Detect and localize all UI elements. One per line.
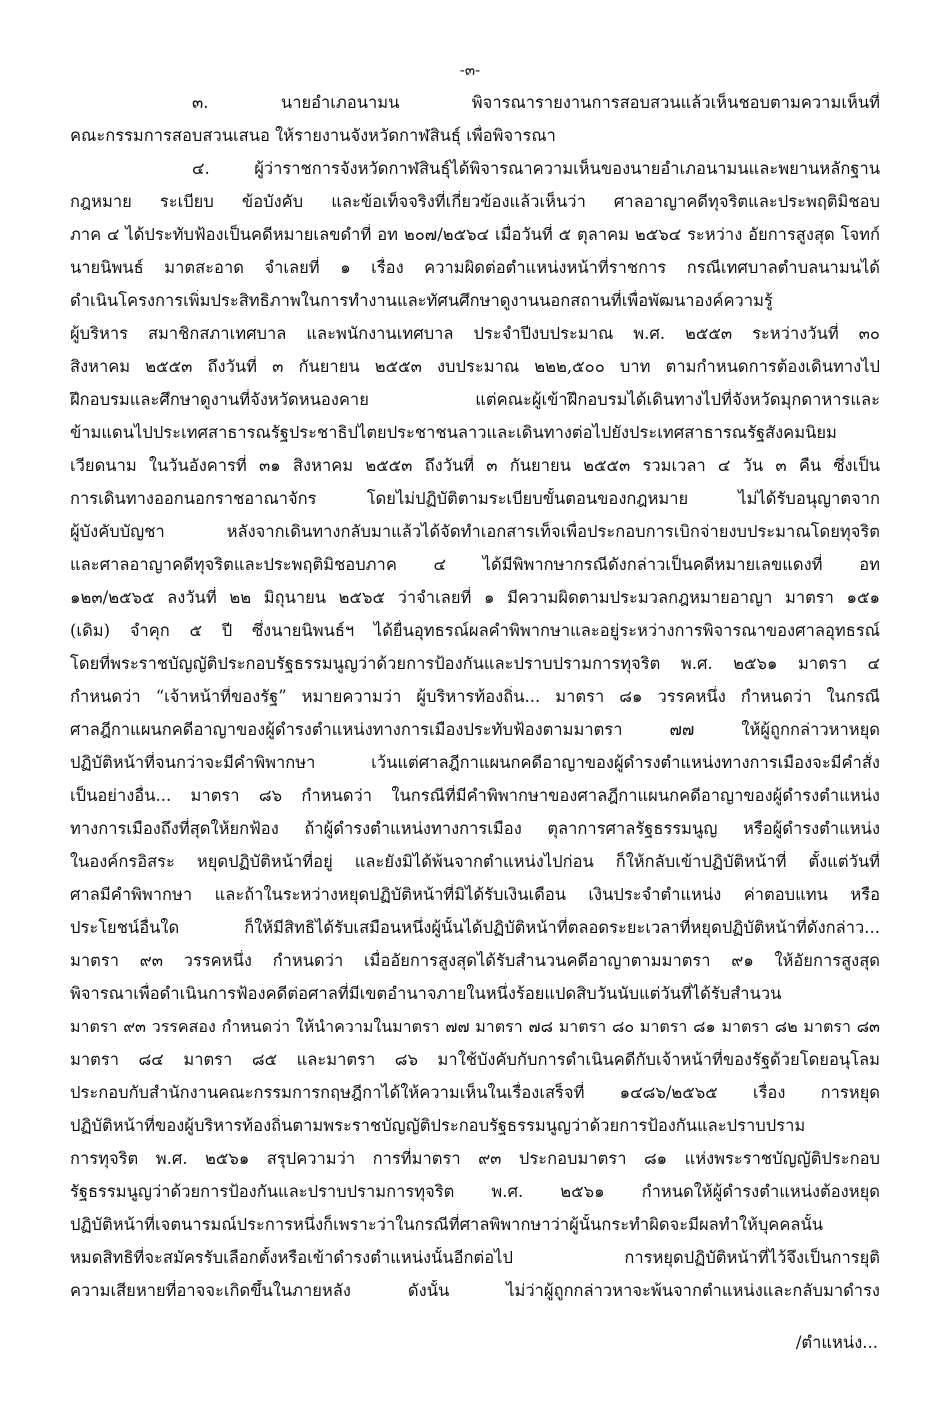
body-line: ผู้บังคับบัญชา หลังจากเดินทางกลับมาแล้วได้จัดทำเอกสารเท็จเพื่อประกอบการเบิกจ่ายงบประมาณโดยทุจริต — [70, 522, 880, 541]
body-line: เป็นอย่างอื่น... มาตรา ๘๖ กำหนดว่า ในกรณีที่มีคำพิพากษาของศาลฎีกาแผนกคดีอาญาของผู้ดำรงตำแหน่ง — [70, 786, 880, 805]
body-line: มาตรา ๘๔ มาตรา ๘๕ และมาตรา ๘๖ มาใช้บังคับกับการดำเนินคดีกับเจ้าหน้าที่ของรัฐด้วยโดยอนุโลม — [70, 1050, 880, 1069]
body-line: หมดสิทธิที่จะสมัครรับเลือกตั้งหรือเข้าดำรงตำแหน่งนั้นอีกต่อไป การหยุดปฏิบัติหน้าที่ไว้จึงเป็นการยุติ — [70, 1248, 880, 1267]
body-line: พิจารณาเพื่อดำเนินการฟ้องคดีต่อศาลที่มีเขตอำนาจภายในหนึ่งร้อยแปดสิบวันนับแต่วันที่ได้รับสำนวน — [70, 984, 782, 1003]
body-line: การทุจริต พ.ศ. ๒๕๖๑ สรุปความว่า การที่มาตรา ๙๓ ประกอบมาตรา ๘๑ แห่งพระราชบัญญัติประกอบ — [70, 1149, 880, 1168]
body-line: ดำเนินโครงการเพิ่มประสิทธิภาพในการทำงานและทัศนศึกษาดูงานนอกสถานที่เพื่อพัฒนาองค์ความรู้ — [70, 291, 773, 310]
body-line: สิงหาคม ๒๕๕๓ ถึงวันที่ ๓ กันยายน ๒๕๕๓ งบประมาณ ๒๒๒,๕๐๐ บาท ตามกำหนดการต้องเดินทางไป — [70, 357, 880, 376]
body-line: ทางการเมืองถึงที่สุดให้ยกฟ้อง ถ้าผู้ดำรงตำแหน่งทางการเมือง ตุลาการศาลรัฐธรรมนูญ หรือผู้ดำรงตำแหน่ง — [70, 819, 880, 838]
body-line: โดยที่พระราชบัญญัติประกอบรัฐธรรมนูญว่าด้วยการป้องกันและปราบปรามการทุจริต พ.ศ. ๒๕๖๑ มาตรา ๔ — [70, 654, 880, 673]
body-line: ศาลมีคำพิพากษา และถ้าในระหว่างหยุดปฏิบัติหน้าที่มิได้รับเงินเดือน เงินประจำตำแหน่ง ค่าตอบแทน หรือ — [70, 885, 880, 904]
body-line: ประกอบกับสำนักงานคณะกรรมการกฤษฎีกาได้ให้ความเห็นในเรื่องเสร็จที่ ๑๔๘๖/๒๕๖๕ เรื่อง การหยุด — [70, 1083, 880, 1102]
body-line: ปฏิบัติหน้าที่จนกว่าจะมีคำพิพากษา เว้นแต่ศาลฎีกาแผนกคดีอาญาของผู้ดำรงตำแหน่งทางการเมืองจะมีคำสั่ง — [70, 753, 880, 772]
continuation-marker: /ตำแหน่ง... — [795, 1333, 878, 1352]
body-line: ข้ามแดนไปประเทศสาธารณรัฐประชาธิปไตยประชาชนลาวและเดินทางต่อไปยังประเทศสาธารณรัฐสังคมนิยม — [70, 423, 837, 442]
body-line: ๓. นายอำเภอนามน พิจารณารายงานการสอบสวนแล้วเห็นชอบตามความเห็นที่ — [192, 93, 880, 112]
body-line: เวียดนาม ในวันอังคารที่ ๓๑ สิงหาคม ๒๕๕๓ ถึงวันที่ ๓ กันยายน ๒๕๕๓ รวมเวลา ๔ วัน ๓ คืน ซึ่งเป็น — [70, 456, 880, 475]
body-line: มาตรา ๙๓ วรรคสอง กำหนดว่า ให้นำความในมาตรา ๗๗ มาตรา ๗๘ มาตรา ๘๐ มาตรา ๘๑ มาตรา ๘๒ มาตรา ๘๓ — [70, 1017, 880, 1036]
body-line: ๔. ผู้ว่าราชการจังหวัดกาฬสินธุ์ได้พิจารณาความเห็นของนายอำเภอนามนและพยานหลักฐาน — [192, 159, 880, 178]
body-line: ความเสียหายที่อาจจะเกิดขึ้นในภายหลัง ดังนั้น ไม่ว่าผู้ถูกกล่าวหาจะพ้นจากตำแหน่งและกลับมาดำรง — [70, 1281, 880, 1300]
body-line: กำหนดว่า “เจ้าหน้าที่ของรัฐ” หมายความว่า ผู้บริหารท้องถิ่น... มาตรา ๘๑ วรรคหนึ่ง กำหนดว่า ในกรณี — [70, 687, 880, 706]
body-line: ๑๒๓/๒๕๖๕ ลงวันที่ ๒๒ มิถุนายน ๒๕๖๕ ว่าจำเลยที่ ๑ มีความผิดตามประมวลกฎหมายอาญา มาตรา ๑๕๑ — [70, 588, 880, 607]
body-line: การเดินทางออกนอกราชอาณาจักร โดยไม่ปฏิบัติตามระเบียบขั้นตอนของกฎหมาย ไม่ได้รับอนุญาตจาก — [70, 489, 880, 508]
body-line: และศาลอาญาคดีทุจริตและประพฤติมิชอบภาค ๔ ได้มีพิพากษากรณีดังกล่าวเป็นคดีหมายเลขแดงที่ อท — [70, 555, 880, 574]
body-line: คณะกรรมการสอบสวนเสนอ ให้รายงานจังหวัดกาฬสินธุ์ เพื่อพิจารณา — [70, 126, 556, 145]
body-line: มาตรา ๙๓ วรรคหนึ่ง กำหนดว่า เมื่ออัยการสูงสุดได้รับสำนวนคดีอาญาตามมาตรา ๙๑ ให้อัยการสูงสุด — [70, 951, 880, 970]
body-line: ปฏิบัติหน้าที่เจตนารมณ์ประการหนึ่งก็เพราะว่าในกรณีที่ศาลพิพากษาว่าผู้นั้นกระทำผิดจะมีผลทำให้บุคคลนั้น — [70, 1215, 824, 1234]
page-number: -๓- — [459, 61, 481, 79]
body-line: ฝึกอบรมและศึกษาดูงานที่จังหวัดหนองคาย แต่คณะผู้เข้าฝึกอบรมได้เดินทางไปที่จังหวัดมุกดาหารและ — [70, 390, 880, 409]
body-line: (เดิม) จำคุก ๕ ปี ซึ่งนายนิพนธ์ฯ ได้ยื่นอุทธรณ์ผลคำพิพากษาและอยู่ระหว่างการพิจารณาของศาลอุทธรณ์ — [70, 621, 880, 640]
body-line: ศาลฎีกาแผนกคดีอาญาของผู้ดำรงตำแหน่งทางการเมืองประทับฟ้องตามมาตรา ๗๗ ให้ผู้ถูกกล่าวหาหยุด — [70, 720, 880, 739]
body-line: ประโยชน์อื่นใด ก็ให้มีสิทธิได้รับเสมือนหนึ่งผู้นั้นได้ปฏิบัติหน้าที่ตลอดระยะเวลาที่หยุดปฏิบัติหน้าที่ดังกล่าว... — [70, 918, 880, 937]
body-line: รัฐธรรมนูญว่าด้วยการป้องกันและปราบปรามการทุจริต พ.ศ. ๒๕๖๑ กำหนดให้ผู้ดำรงตำแหน่งต้องหยุด — [70, 1182, 880, 1201]
body-line: ภาค ๔ ได้ประทับฟ้องเป็นคดีหมายเลขดำที่ อท ๒๐๗/๒๕๖๔ เมื่อวันที่ ๕ ตุลาคม ๒๕๖๔ ระหว่าง อัยการสูงสุด โจทก์ — [70, 225, 880, 244]
body-line: ผู้บริหาร สมาชิกสภาเทศบาล และพนักงานเทศบาล ประจำปีงบประมาณ พ.ศ. ๒๕๕๓ ระหว่างวันที่ ๓๐ — [70, 324, 880, 343]
body-line: ในองค์กรอิสระ หยุดปฏิบัติหน้าที่อยู่ และยังมิได้พ้นจากตำแหน่งไปก่อน ก็ให้กลับเข้าปฏิบัติหน้าที่ ตั้งแต่วันที่ — [70, 852, 880, 871]
body-line: นายนิพนธ์ มาตสะอาด จำเลยที่ ๑ เรื่อง ความผิดต่อตำแหน่งหน้าที่ราชการ กรณีเทศบาลตำบลนามนได้ — [70, 258, 880, 277]
body-line: ปฏิบัติหน้าที่ของผู้บริหารท้องถิ่นตามพระราชบัญญัติประกอบรัฐธรรมนูญว่าด้วยการป้องกันและปราบปราม — [70, 1116, 806, 1135]
body-line: กฎหมาย ระเบียบ ข้อบังคับ และข้อเท็จจริงที่เกี่ยวข้องแล้วเห็นว่า ศาลอาญาคดีทุจริตและประพฤติมิชอบ — [70, 192, 880, 211]
